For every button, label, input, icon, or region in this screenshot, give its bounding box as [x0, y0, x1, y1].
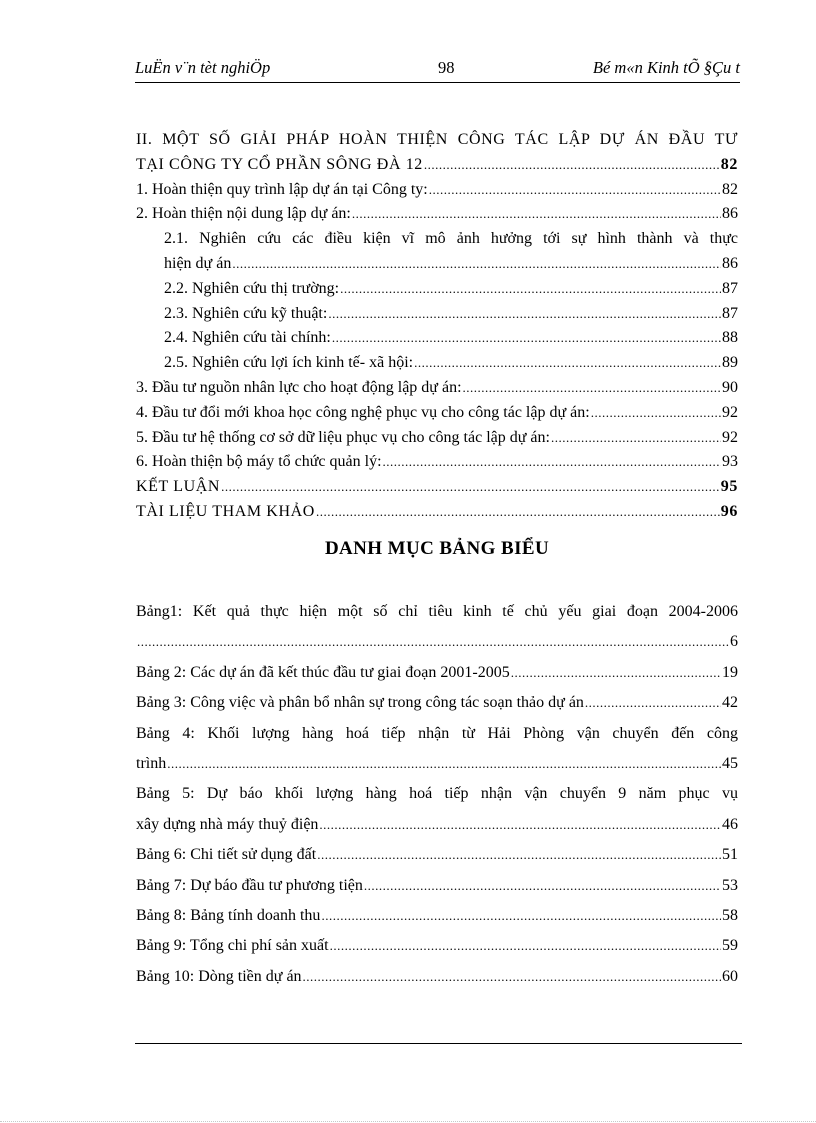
table-entry-5-cont: xây dựng nhà máy thuỷ điện ..... 46	[136, 810, 738, 840]
table-page: 42	[722, 694, 738, 712]
toc-page: 82	[720, 155, 738, 173]
toc-page: 92	[722, 428, 738, 446]
toc-entry: 2. Hoàn thiện nội dung lập dự án: ..... 86	[136, 202, 738, 227]
leader-dots	[317, 840, 721, 870]
table-page: 6	[730, 633, 738, 651]
table-entry: Bảng 8: Bảng tính doanh thu ..... 58	[136, 901, 738, 931]
table-page: 51	[722, 846, 738, 864]
toc-page: 96	[720, 502, 738, 520]
table-page: 58	[722, 906, 738, 924]
toc-page: 87	[722, 304, 738, 322]
table-entry-1-cont	[136, 627, 738, 657]
toc-entry: 6. Hoàn thiện bộ máy tổ chức quản lý: ..... 93	[136, 450, 738, 475]
leader-dots	[303, 962, 721, 992]
footer-rule	[135, 1043, 742, 1044]
toc-page: 86	[722, 254, 738, 272]
leader-dots	[221, 475, 720, 500]
toc-entry: 4. Đầu tư đổi mới khoa học công nghệ phục vụ cho công tác lập dự án: ..... 92	[136, 401, 738, 426]
leader-dots	[429, 178, 721, 203]
table-entry-5: Bảng 5: Dự báo khối lượng hàng hoá tiếp nhận vận chuyển 9 năm phục vụ	[136, 785, 738, 803]
table-entry-4: Bảng 4: Khối lượng hàng hoá tiếp nhận từ Hải Phòng vận chuyển đến công	[136, 724, 738, 742]
leader-dots	[591, 401, 721, 426]
leader-dots	[414, 351, 721, 376]
toc-entry: 5. Đầu tư hệ thống cơ sở dữ liệu phục vụ cho công tác lập dự án: ..... 92	[136, 426, 738, 451]
table-entry: Bảng 6: Chi tiết sử dụng đất ..... 51	[136, 840, 738, 870]
toc-entry-2-1-cont: hiện dự án ..... 86	[136, 252, 738, 277]
table-entry: Bảng 10: Dòng tiền dự án ..... 60	[136, 962, 738, 992]
table-entry: Bảng 2: Các dự án đã kết thúc đầu tư giai đoạn 2001-2005 ..... 19	[136, 658, 738, 688]
table-page: 59	[722, 937, 738, 955]
table-page: 46	[722, 815, 738, 833]
toc-entry-2-1: 2.1. Nghiên cứu các điều kiện vĩ mô ảnh hưởng tới sự hình thành và thực	[164, 230, 738, 248]
toc-page: 87	[722, 279, 738, 297]
toc-section-2-title: II. MỘT SỐ GIẢI PHÁP HOÀN THIỆN CÔNG TÁC LẬP DỰ ÁN ĐẦU TƯ	[136, 131, 738, 148]
toc-subentry: 2.3. Nghiên cứu kỹ thuật: ..... 87	[136, 302, 738, 327]
table-entry-4-cont: trình ..... 45	[136, 749, 738, 779]
toc-subentry: 2.5. Nghiên cứu lợi ích kinh tế- xã hội: ..... 89	[136, 351, 738, 376]
table-page: 60	[722, 967, 738, 985]
toc-subentry: 2.2. Nghiên cứu thị trường: ..... 87	[136, 277, 738, 302]
table-entry: Bảng 9: Tổng chi phí sản xuất ..... 59	[136, 931, 738, 961]
leader-dots	[319, 810, 721, 840]
page-edge-divider	[0, 1121, 816, 1122]
toc-page: 82	[722, 180, 738, 198]
header-department: Bé m«n Kinh tÕ §Çu t	[592, 58, 740, 77]
leader-dots	[321, 901, 721, 931]
leader-dots	[137, 627, 729, 657]
table-entry: Bảng 7: Dự báo đầu tư phương tiện ..... 53	[136, 871, 738, 901]
toc-page: 88	[722, 329, 738, 347]
table-page: 19	[722, 663, 738, 681]
list-of-tables	[136, 597, 738, 992]
toc-entry: 1. Hoàn thiện quy trình lập dự án tại Công ty: ..... 82	[136, 178, 738, 203]
table-page: 53	[722, 876, 738, 894]
toc-page: 95	[720, 478, 738, 496]
toc-page: 89	[722, 354, 738, 372]
toc-references: TÀI LIỆU THAM KHẢO ..... 96	[136, 500, 738, 525]
leader-dots	[330, 931, 721, 961]
leader-dots	[511, 658, 721, 688]
table-entry-1: Bảng1: Kết quả thực hiện một số chỉ tiêu kinh tế chủ yếu giai đoạn 2004-2006	[136, 603, 738, 620]
toc-subentry: 2.4. Nghiên cứu tài chính: ..... 88	[136, 326, 738, 351]
toc-page: 93	[722, 453, 738, 471]
header-thesis-label: LuËn v¨n tèt nghiÖp	[135, 58, 271, 77]
toc-page: 86	[722, 205, 738, 223]
page-header	[135, 58, 740, 83]
leader-dots	[316, 500, 720, 525]
toc-conclusion: KẾT LUẬN ..... 95	[136, 475, 738, 500]
leader-dots	[232, 252, 721, 277]
leader-dots	[328, 302, 721, 327]
table-of-contents	[136, 128, 738, 525]
leader-dots	[340, 277, 721, 302]
leader-dots	[585, 688, 721, 718]
table-page: 45	[722, 754, 738, 772]
toc-page: 90	[722, 378, 738, 396]
list-of-tables-title: DANH MỤC BẢNG BIỂU	[324, 538, 550, 559]
leader-dots	[463, 376, 721, 401]
header-page-number: 98	[438, 58, 455, 77]
leader-dots	[383, 450, 721, 475]
leader-dots	[424, 153, 720, 178]
leader-dots	[551, 426, 721, 451]
leader-dots	[364, 871, 721, 901]
leader-dots	[167, 749, 721, 779]
toc-page: 92	[722, 403, 738, 421]
leader-dots	[332, 326, 721, 351]
toc-entry: 3. Đầu tư nguồn nhân lực cho hoạt động lập dự án: ..... 90	[136, 376, 738, 401]
table-entry: Bảng 3: Công việc và phân bổ nhân sự trong công tác soạn thảo dự án ..... 42	[136, 688, 738, 718]
toc-section-2-title-cont: TẠI CÔNG TY CỔ PHẦN SÔNG ĐÀ 12 ..... 82	[136, 153, 738, 178]
leader-dots	[352, 202, 721, 227]
